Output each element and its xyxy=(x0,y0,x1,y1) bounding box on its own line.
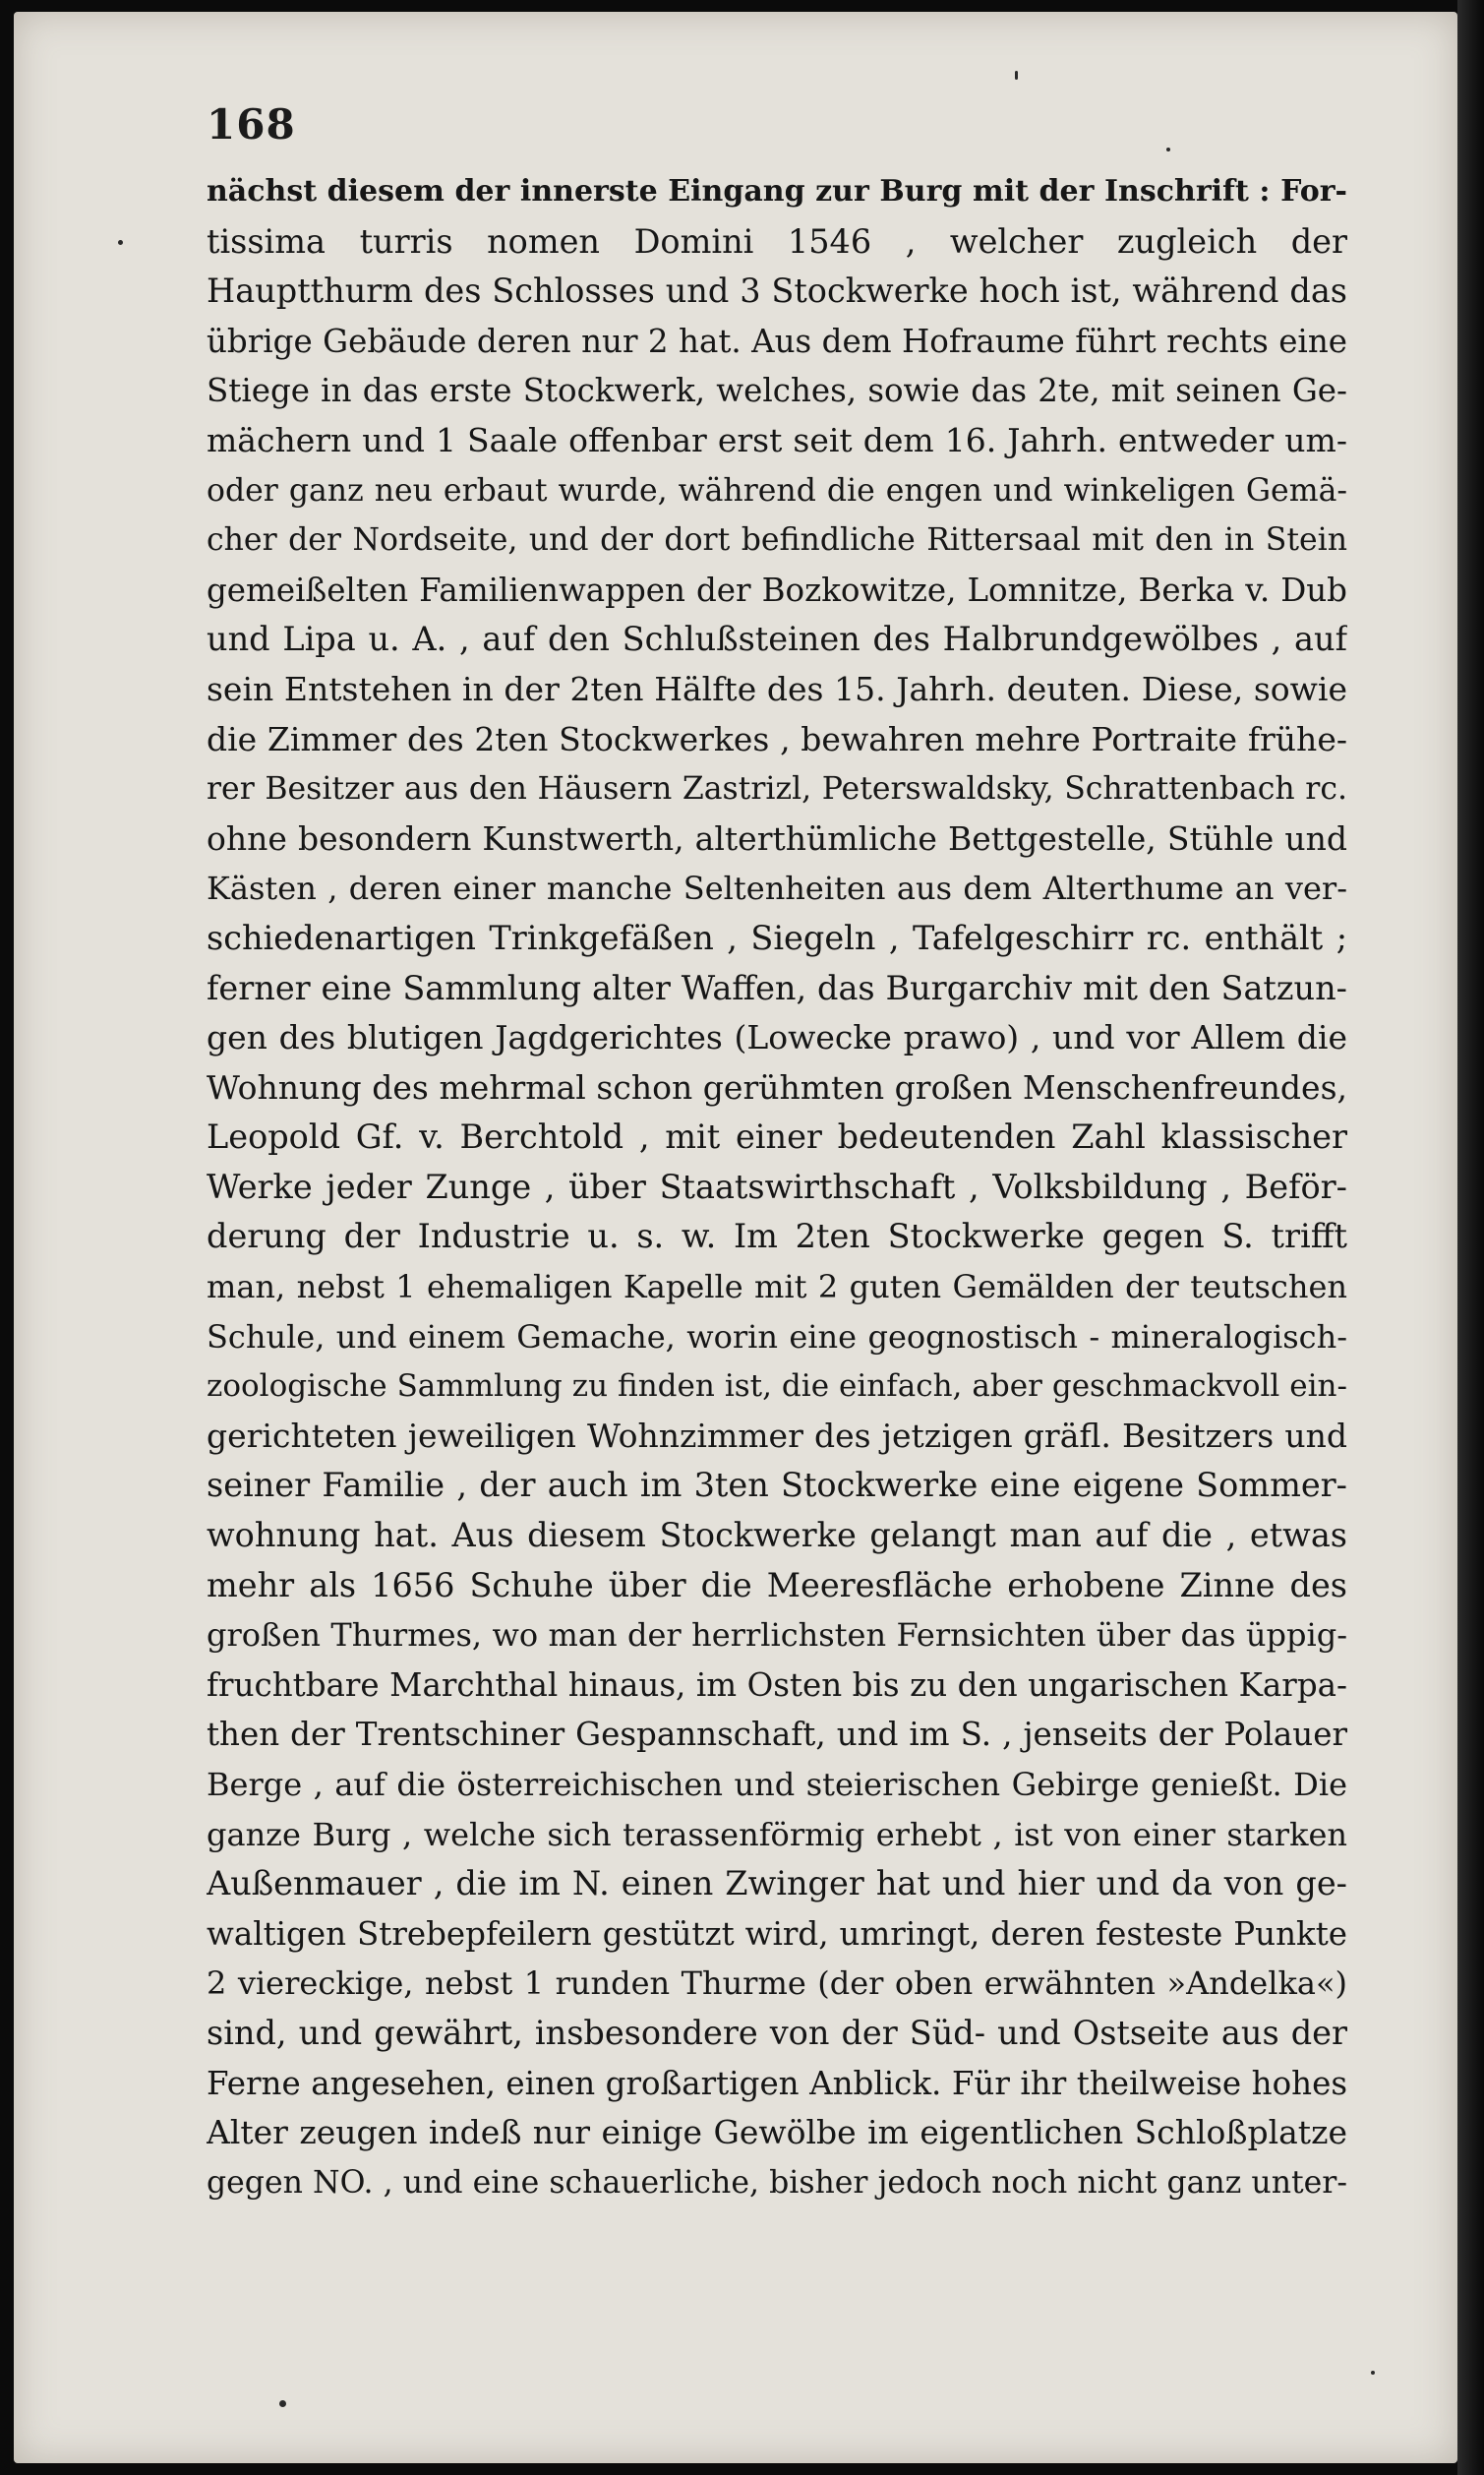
text-line: die Zimmer des 2ten Stockwerkes , bewahren mehre Portraite frühe- xyxy=(207,719,1347,758)
text-line: übrige Gebäude deren nur 2 hat. Aus dem Hofraume führt rechts eine xyxy=(207,322,1347,360)
text-line: wohnung hat. Aus diesem Stockwerke gelangt man auf die , etwas xyxy=(207,1516,1347,1555)
paper-speck xyxy=(279,2400,286,2407)
text-line: schiedenartigen Trinkgefäßen , Siegeln , Tafelgeschirr rc. enthält ; xyxy=(207,918,1347,957)
text-line: fruchtbare Marchthal hinaus, im Osten bis zu den ungarischen Karpa- xyxy=(207,1665,1347,1704)
text-line: Wohnung des mehrmal schon gerühmten großen Menschenfreundes, xyxy=(207,1067,1347,1107)
text-line: mächern und 1 Saale offenbar erst seit dem 16. Jahrh. entweder um- xyxy=(207,420,1347,459)
paper-speck xyxy=(1371,2371,1375,2375)
body-text xyxy=(207,167,1347,2207)
text-line: ganze Burg , welche sich terassenförmig erhebt , ist von einer starken xyxy=(207,1815,1347,1853)
text-line: Außenmauer , die im N. einen Zwinger hat und hier und da von ge- xyxy=(207,1864,1347,1903)
paper-speck xyxy=(1166,148,1170,151)
text-line: Leopold Gf. v. Berchtold , mit einer bedeutenden Zahl klassischer xyxy=(207,1117,1347,1157)
text-line: ohne besondern Kunstwerth, alterthümliche Bettgestelle, Stühle und xyxy=(207,818,1347,858)
text-line: oder ganz neu erbaut wurde, während die engen und winkeligen Gemä- xyxy=(207,472,1347,509)
book-edge-shadow xyxy=(1457,0,1484,2475)
text-line: ferner eine Sammlung alter Waffen, das Burgarchiv mit den Satzun- xyxy=(207,968,1347,1007)
text-line: sein Entstehen in der 2ten Hälfte des 15. Jahrh. deuten. Diese, sowie xyxy=(207,669,1347,708)
text-line: nächst diesem der innerste Eingang zur Burg mit der Inschrift : For- xyxy=(207,174,1347,209)
paper-speck xyxy=(1015,71,1018,80)
text-line: zoologische Sammlung zu finden ist, die einfach, aber geschmackvoll ein- xyxy=(207,1368,1347,1405)
text-line: 2 viereckige, nebst 1 runden Thurme (der oben erwähnten »Andelka«) xyxy=(207,1964,1347,2003)
text-line: Werke jeder Zunge , über Staatswirthschaft , Volksbildung , Beför- xyxy=(207,1167,1347,1206)
text-line: mehr als 1656 Schuhe über die Meeresfläche erhobene Zinne des xyxy=(207,1565,1347,1604)
text-line: Alter zeugen indeß nur einige Gewölbe im eigentlichen Schloßplatze xyxy=(207,2113,1347,2152)
text-line: then der Trentschiner Gespannschaft, und im S. , jenseits der Polauer xyxy=(207,1716,1347,1754)
text-line: Ferne angesehen, einen großartigen Anblick. Für ihr theilweise hohes xyxy=(207,2064,1347,2102)
text-line: gegen NO. , und eine schauerliche, bisher jedoch noch nicht ganz unter- xyxy=(207,2164,1347,2201)
text-line: Stiege in das erste Stockwerk, welches, sowie das 2te, mit seinen Ge- xyxy=(207,372,1347,410)
page-number: 168 xyxy=(207,100,296,149)
text-line: seiner Familie , der auch im 3ten Stockwerke eine eigene Sommer- xyxy=(207,1466,1347,1505)
text-line: tissima turris nomen Domini 1546 , welcher zugleich der xyxy=(207,221,1347,261)
text-line: und Lipa u. A. , auf den Schlußsteinen des Halbrundgewölbes , auf xyxy=(207,620,1347,659)
text-line: Hauptthurm des Schlosses und 3 Stockwerke hoch ist, während das xyxy=(207,272,1347,311)
text-line: cher der Nordseite, und der dort befindliche Rittersaal mit den in Stein xyxy=(207,522,1347,559)
text-line: man, nebst 1 ehemaligen Kapelle mit 2 guten Gemälden der teutschen xyxy=(207,1268,1347,1306)
text-line: gemeißelten Familienwappen der Bozkowitze, Lomnitze, Berka v. Dub xyxy=(207,571,1347,609)
text-line: rer Besitzer aus den Häusern Zastrizl, Peterswaldsky, Schrattenbach rc. xyxy=(207,771,1347,808)
text-line: sind, und gewährt, insbesondere von der Süd- und Ostseite aus der xyxy=(207,2013,1347,2052)
text-line: Berge , auf die österreichischen und steierischen Gebirge genießt. Die xyxy=(207,1766,1347,1803)
text-line: großen Thurmes, wo man der herrlichsten Fernsichten über das üppig- xyxy=(207,1616,1347,1655)
text-line: waltigen Strebepfeilern gestützt wird, umringt, deren festeste Punkte xyxy=(207,1914,1347,1953)
text-line: Schule, und einem Gemache, worin eine geognostisch - mineralogisch- xyxy=(207,1317,1347,1356)
text-line: derung der Industrie u. s. w. Im 2ten Stockwerke gegen S. trifft xyxy=(207,1217,1347,1256)
text-line: gen des blutigen Jagdgerichtes (Lowecke prawo) , und vor Allem die xyxy=(207,1018,1347,1057)
text-line: gerichteten jeweiligen Wohnzimmer des jetzigen gräfl. Besitzers und xyxy=(207,1416,1347,1455)
text-line: Kästen , deren einer manche Seltenheiten aus dem Alterthume an ver- xyxy=(207,870,1347,908)
paper-speck xyxy=(118,240,123,245)
